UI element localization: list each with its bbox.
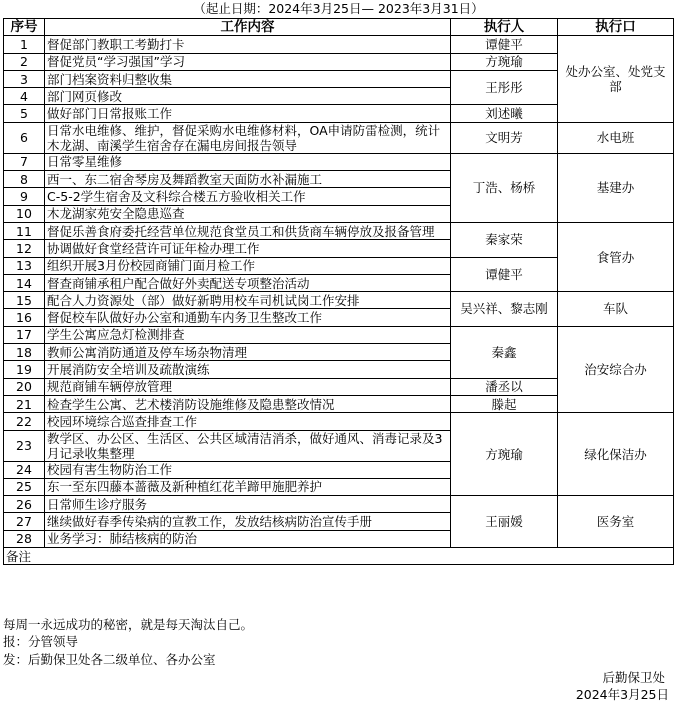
send-to-line: 发：后勤保卫处各二级单位、各办公室 <box>3 652 216 667</box>
row-executor: 王丽媛 <box>451 496 558 548</box>
row-content: 督促部门教职工考勤打卡 <box>45 36 451 53</box>
unit-security: 治安综合办 <box>558 326 674 412</box>
row-content: 督查商铺承租户配合做好外卖配送专项整治活动 <box>45 274 451 291</box>
row-content: 教学区、办公区、生活区、公共区域清洁消杀，做好通风、消毒记录及3月记录收集整理 <box>45 430 451 461</box>
row-content: 校园有害生物防治工作 <box>45 461 451 478</box>
row-no: 19 <box>4 361 45 378</box>
row-no: 15 <box>4 292 45 309</box>
row-content: 继续做好春季传染病的宣教工作，发放结核病防治宣传手册 <box>45 513 451 530</box>
row-no: 13 <box>4 257 45 274</box>
row-no: 28 <box>4 530 45 547</box>
table-row <box>4 326 674 343</box>
row-no: 20 <box>4 378 45 395</box>
header-no: 序号 <box>4 19 45 36</box>
row-content: 督促党员“学习强国”学习 <box>45 53 451 70</box>
table-row <box>4 222 674 239</box>
row-executor: 谭健平 <box>451 36 558 53</box>
unit-canteen: 食管办 <box>558 222 674 291</box>
table-header-row <box>4 19 674 36</box>
row-no: 21 <box>4 395 45 412</box>
row-content: 部门网页修改 <box>45 88 451 105</box>
row-no: 26 <box>4 496 45 513</box>
report-to-line: 报：分管领导 <box>3 634 79 649</box>
row-executor: 方琬瑜 <box>451 53 558 70</box>
row-content: 做好部门日常报账工作 <box>45 105 451 122</box>
issue-date: 2024年3月25日 <box>575 687 669 702</box>
table-row <box>4 36 674 53</box>
row-no: 2 <box>4 53 45 70</box>
row-no: 6 <box>4 122 45 153</box>
row-content: 检查学生公寓、艺术楼消防设施维修及隐患整改情况 <box>45 395 451 412</box>
row-no: 5 <box>4 105 45 122</box>
row-content: 木龙湖家苑安全隐患巡查 <box>45 205 451 222</box>
table-row <box>4 122 674 153</box>
row-content: 规范商铺车辆停放管理 <box>45 378 451 395</box>
row-no: 17 <box>4 326 45 343</box>
issuer: 后勤保卫处 <box>602 670 665 685</box>
row-no: 23 <box>4 430 45 461</box>
period-line: （起止日期：2024年3月25日— 2023年3月31日） <box>193 1 484 16</box>
row-no: 4 <box>4 88 45 105</box>
row-content: 校园环境综合巡查排查工作 <box>45 413 451 430</box>
header-content: 工作内容 <box>45 19 451 36</box>
row-no: 12 <box>4 240 45 257</box>
row-executor: 吴兴祥、黎志刚 <box>451 292 558 327</box>
row-executor: 丁浩、杨桥 <box>451 153 558 222</box>
table-row <box>4 153 674 170</box>
row-executor: 秦鑫 <box>451 326 558 378</box>
row-executor: 刘述曦 <box>451 105 558 122</box>
header-executor: 执行人 <box>451 19 558 36</box>
row-content: 配合人力资源处（部）做好新聘用校车司机试岗工作安排 <box>45 292 451 309</box>
row-content: 西一、东二宿舍琴房及舞蹈教室天面防水补漏施工 <box>45 171 451 188</box>
work-schedule-table <box>3 18 674 565</box>
row-executor: 滕起 <box>451 395 558 412</box>
row-content: 教师公寓消防通道及停车场杂物清理 <box>45 344 451 361</box>
row-no: 18 <box>4 344 45 361</box>
table-row <box>4 413 674 430</box>
row-content: 日常师生诊疗服务 <box>45 496 451 513</box>
row-executor: 潘丞以 <box>451 378 558 395</box>
row-no: 16 <box>4 309 45 326</box>
unit-infrastructure: 基建办 <box>558 153 674 222</box>
row-content: C-5-2学生宿舍及文科综合楼五方验收相关工作 <box>45 188 451 205</box>
row-content: 协调做好食堂经营许可证年检办理工作 <box>45 240 451 257</box>
row-no: 25 <box>4 478 45 495</box>
row-content: 督促校车队做好办公室和通勤车内务卫生整改工作 <box>45 309 451 326</box>
row-executor: 方琬瑜 <box>451 413 558 496</box>
row-content: 组织开展3月份校园商铺门面月检工作 <box>45 257 451 274</box>
row-executor: 谭健平 <box>451 257 558 292</box>
row-no: 7 <box>4 153 45 170</box>
row-no: 8 <box>4 171 45 188</box>
row-content: 开展消防安全培训及疏散演练 <box>45 361 451 378</box>
table-row <box>4 496 674 513</box>
table-row <box>4 292 674 309</box>
unit-office: 处办公室、处党支部 <box>558 36 674 122</box>
unit-water-power: 水电班 <box>558 122 674 153</box>
header-unit: 执行口 <box>558 19 674 36</box>
row-executor: 王彤彤 <box>451 70 558 105</box>
row-no: 10 <box>4 205 45 222</box>
row-content: 学生公寓应急灯检测排查 <box>45 326 451 343</box>
row-content: 日常水电维修、维护，督促采购水电维修材料，OA申请防雷检测，统计木龙湖、南溪学生宿舍存在漏电房间报告领导 <box>45 122 451 153</box>
unit-clinic: 医务室 <box>558 496 674 548</box>
row-executor: 文明芳 <box>451 122 558 153</box>
row-content: 日常零星维修 <box>45 153 451 170</box>
row-no: 24 <box>4 461 45 478</box>
motto-line: 每周一永远成功的秘密，就是每天淘汰自己。 <box>3 617 254 632</box>
row-no: 14 <box>4 274 45 291</box>
row-no: 22 <box>4 413 45 430</box>
unit-greening: 绿化保洁办 <box>558 413 674 496</box>
row-executor: 秦家荣 <box>451 222 558 257</box>
remarks-row <box>4 548 674 565</box>
remarks-label: 备注 <box>4 548 674 565</box>
row-content: 东一至东四藤本蔷薇及新种植红花羊蹄甲施肥养护 <box>45 478 451 495</box>
row-no: 1 <box>4 36 45 53</box>
row-content: 督促乐善食府委托经营单位规范食堂员工和供货商车辆停放及报备管理 <box>45 222 451 239</box>
row-content: 部门档案资料归整收集 <box>45 70 451 87</box>
row-no: 11 <box>4 222 45 239</box>
row-no: 3 <box>4 70 45 87</box>
row-no: 9 <box>4 188 45 205</box>
row-content: 业务学习：肺结核病的防治 <box>45 530 451 547</box>
row-no: 27 <box>4 513 45 530</box>
unit-motorcade: 车队 <box>558 292 674 327</box>
